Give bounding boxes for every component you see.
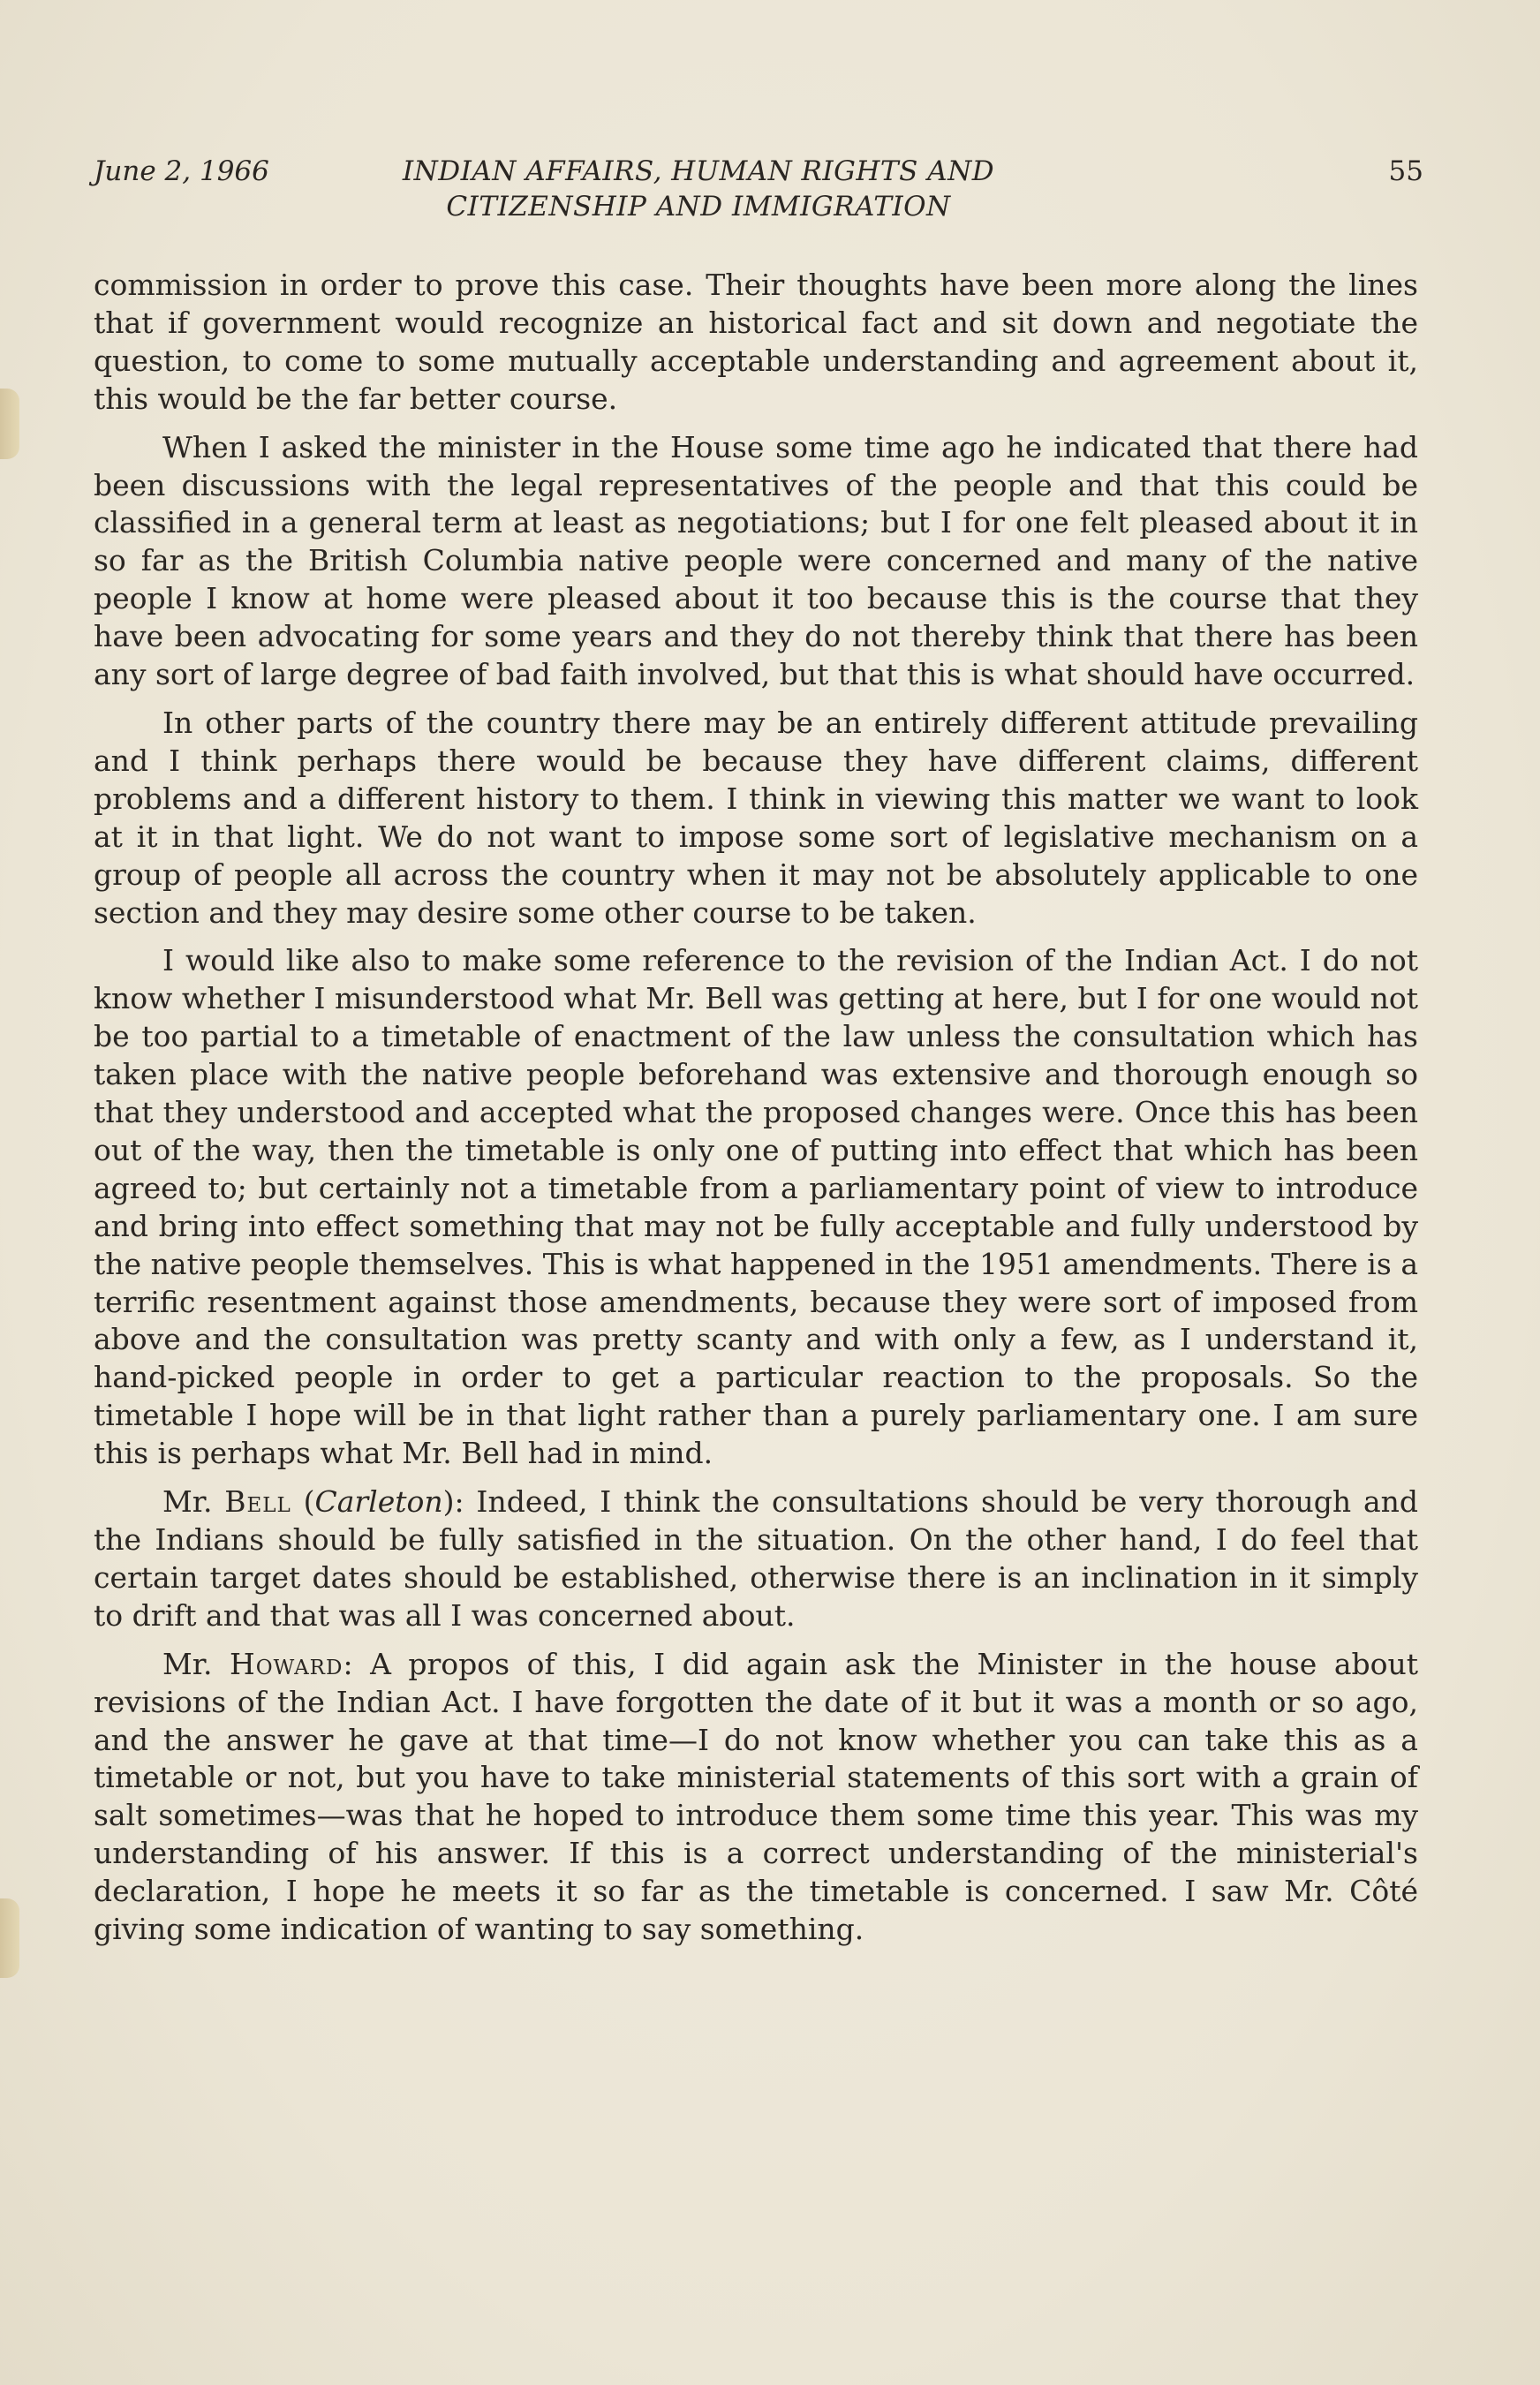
paragraph-text: I would like also to make some reference to the revision of the Indian Act. I do not know whether I misunderstood what Mr. Bell was getting at here, but I for one would not be too partial to a timetable of enactment of the law unless the consultation which has taken place with the native people beforehand was extensive and thorough enough so that they understood and accepted what the proposed changes were. Once this has been out of the way, then the timetable is only one of putting into effect that which has been agreed to; but certainly not a timetable from a parliamentary point of view to introduce and bring into effect something that may not be fully acceptable and fully understood by the native people themselves. This is what happened in the 1951 amendments. There is a terrific resentment against those amendments, because they were sort of imposed from above and the consultation was pretty scanty and with only a few, as I understand it, hand-picked people in order to get a particular reaction to the proposals. So the timetable I hope will be in that light rather than a purely parliamentary one. I am sure this is perhaps what Mr. Bell had in mind. xyxy=(94,943,1418,1471)
paragraph-text: Indeed, I think the consultations should be very thorough and the Indians should be fully satisfied in the situation. On the other hand, I do feel that certain target dates should be established, otherwise there is an inclination in it simply to drift and that was all I was concerned about. xyxy=(94,1484,1418,1633)
speaker-prefix: Mr. xyxy=(162,1646,230,1681)
speaker-name: Howard xyxy=(229,1646,343,1681)
paragraph-text: When I asked the minister in the House some time ago he indicated that there had been discussions with the legal representatives of the people and that this could be classified in a general term at least as negotiations; but I for one felt pleased about it in so far as the British Columbia native people were concerned and many of the native people I know at home were pleased about it too because this is the course that they have been advocating for some years and they do not thereby think that there has been any sort of large degree of bad faith involved, but that this is what should have occurred. xyxy=(94,429,1418,692)
paragraph-text: In other parts of the country there may be an entirely different attitude prevailing and I think perhaps there would be because they have different claims, different problems and a different history to them. I think in viewing this matter we want to look at it in that light. We do not want to impose some sort of legislative mechanism on a group of people all across the country when it may not be absolutely applicable to one section and they may desire some other course to be taken. xyxy=(94,705,1418,930)
page-number: 55 xyxy=(1388,155,1423,187)
running-header xyxy=(94,152,1423,231)
binding-tab-mark xyxy=(0,1898,19,1978)
header-title-line-2: CITIZENSHIP AND IMMIGRATION xyxy=(446,191,951,223)
binding-tab-mark xyxy=(0,389,19,459)
header-title xyxy=(389,154,1008,224)
header-title-line-1: INDIAN AFFAIRS, HUMAN RIGHTS AND xyxy=(402,155,995,187)
paragraph xyxy=(94,705,1418,932)
header-date: June 2, 1966 xyxy=(94,155,269,187)
speaker-paragraph: Mr. Bell (Carleton): Indeed, I think the consultations should be very thorough and the Indians should be fully satisfied in the situation. On the other hand, I do feel that certain target dates should be established, otherwise there is an inclination in it simply to drift and that was all I was concerned about. xyxy=(94,1484,1418,1633)
paragraph xyxy=(94,942,1418,1473)
paragraph-text: A propos of this, I did again ask the Minister in the house about revisions of the Indian Act. I have forgotten the date of it but it was a month or so ago, and the answer he gave at that time—I do not know whether you can take this as a timetable or not, but you have to take ministerial statements of this sort with a grain of salt sometimes—was that he hoped to introduce them some time this year. This was my understanding of his answer. If this is a correct understanding of the ministerial's declaration, I hope he meets it so far as the timetable is concerned. I saw Mr. Côté giving some indication of wanting to say something. xyxy=(94,1646,1418,1947)
speaker-prefix: Mr. xyxy=(162,1484,225,1520)
speaker-riding: Carleton xyxy=(314,1484,443,1520)
paragraph-text: commission in order to prove this case. Their thoughts have been more along the lines that if government would recognize an historical fact and sit down and negotiate the question, to come to some mutually acceptable understanding and agreement about it, this would be the far better course. xyxy=(94,268,1418,416)
paragraph xyxy=(94,429,1418,694)
body-text xyxy=(94,267,1418,1959)
paragraph xyxy=(94,267,1418,419)
speaker-name: Bell xyxy=(224,1484,291,1520)
speaker-paragraph: Mr. Howard: A propos of this, I did again ask the Minister in the house about revisions of the Indian Act. I have forgotten the date of it but it was a month or so ago, and the answer he gave at that time—I do not know whether you can take this as a timetable or not, but you have to take ministerial statements of this sort with a grain of salt sometimes—was that he hoped to introduce them some time this year. This was my understanding of his answer. If this is a correct understanding of the ministerial's declaration, I hope he meets it so far as the timetable is concerned. I saw Mr. Côté giving some indication of wanting to say something. xyxy=(94,1646,1418,1947)
